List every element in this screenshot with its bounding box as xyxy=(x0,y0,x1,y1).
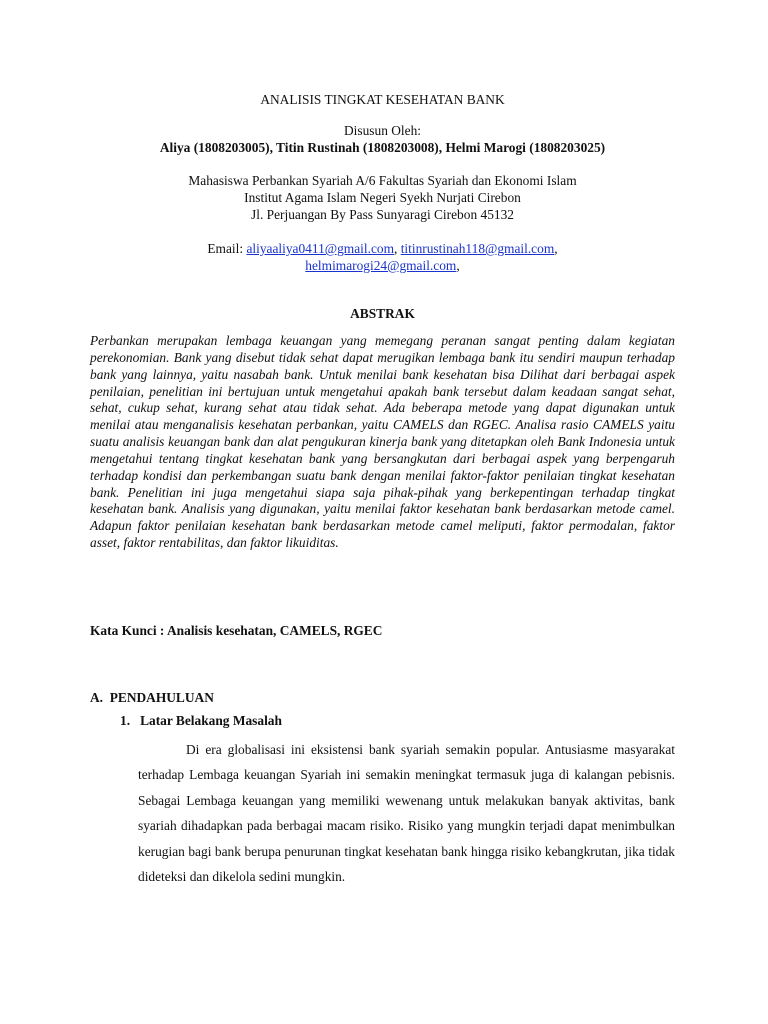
email-separator: , xyxy=(456,258,460,273)
email-link-helmi[interactable]: helmimarogi24@gmail.com xyxy=(305,258,457,273)
paper-title: ANALISIS TINGKAT KESEHATAN BANK xyxy=(260,92,505,107)
email-line-2 xyxy=(90,257,675,274)
affiliation-line: Institut Agama Islam Negeri Syekh Nurjati Cirebon xyxy=(244,190,521,205)
email-separator: , xyxy=(554,241,558,256)
affiliation-line: Jl. Perjuangan By Pass Sunyaragi Cirebon 45132 xyxy=(251,207,514,222)
abstract-heading: ABSTRAK xyxy=(350,306,415,321)
body-paragraph: Di era globalisasi ini eksistensi bank syariah semakin popular. Antusiasme masyarakat terhadap Lembaga keuangan Syariah ini semakin meningkat termasuk juga di kalangan pebisnis. Sebagai Lembaga keuangan yang memiliki wewenang untuk melakukan banyak aktivitas, bank syariah dihadapkan pada berbagai macam risiko. Risiko yang mungkin terjadi dapat menimbulkan kerugian bagi bank berupa penurunan tingkat kesehatan bank hingga risiko kebangkrutan, jika tidak dideteksi dan dikelola sedini mungkin. xyxy=(138,742,675,885)
email-link-titin[interactable]: titinrustinah118@gmail.com xyxy=(400,241,555,256)
email-label: Email: xyxy=(207,241,247,256)
keywords: Kata Kunci : Analisis kesehatan, CAMELS, RGEC xyxy=(90,623,383,638)
authored-by-label: Disusun Oleh: xyxy=(344,123,421,138)
affiliation-line: Mahasiswa Perbankan Syariah A/6 Fakultas Syariah dan Ekonomi Islam xyxy=(188,173,577,188)
section-heading-pendahuluan: A. PENDAHULUAN xyxy=(90,690,214,705)
email-line-1 xyxy=(90,240,675,257)
subsection-heading-latar-belakang: 1. Latar Belakang Masalah xyxy=(120,713,282,728)
affiliation xyxy=(90,172,675,223)
email-link-aliya[interactable]: aliyaaliya0411@gmail.com xyxy=(246,241,394,256)
email-separator: , xyxy=(394,241,401,256)
email-block xyxy=(90,240,675,274)
author-list: Aliya (1808203005), Titin Rustinah (1808203008), Helmi Marogi (1808203025) xyxy=(159,140,606,155)
abstract-text: Perbankan merupakan lembaga keuangan yang memegang peranan sangat penting dalam kegiatan perekonomian. Bank yang disebut tidak sehat dapat merugikan lembaga bank itu sendiri maupun terhadap bank yang lainnya, yaitu nasabah bank. Untuk menilai bank kesehatan bisa Dilihat dari berbagai aspek penilaian, penelitian ini bertujuan untuk mengetahui apakah bank tersebut dalam keadaan sangat sehat, sehat, cukup sehat, kurang sehat atau tidak sehat. Ada beberapa metode yang dapat digunakan untuk menilai atau menganalisis kesehatan perbankan, yaitu CAMELS dan RGEC. Analisa rasio CAMELS yaitu suatu analisis keuangan bank dan alat pengukuran kinerja bank yang ditetapkan oleh Bank Indonesia untuk mengetahui tentang tingkat kesehatan bank yang bersangkutan dari berbagai aspek yang berpengaruh terhadap kondisi dan perkembangan suatu bank dengan menilai faktor-faktor penilaian tingkat kesehatan bank. Penelitian ini juga mengetahui siapa saja pihak-pihak yang berkepentingan terhadap tingkat kesehatan bank. Analisis yang digunakan, yaitu menilai faktor kesehatan bank berdasarkan metode camel. Adapun faktor penilaian kesehatan bank berdasarkan metode camel meliputi, faktor permodalan, faktor asset, faktor rentabilitas, dan faktor likuiditas. xyxy=(90,333,675,551)
